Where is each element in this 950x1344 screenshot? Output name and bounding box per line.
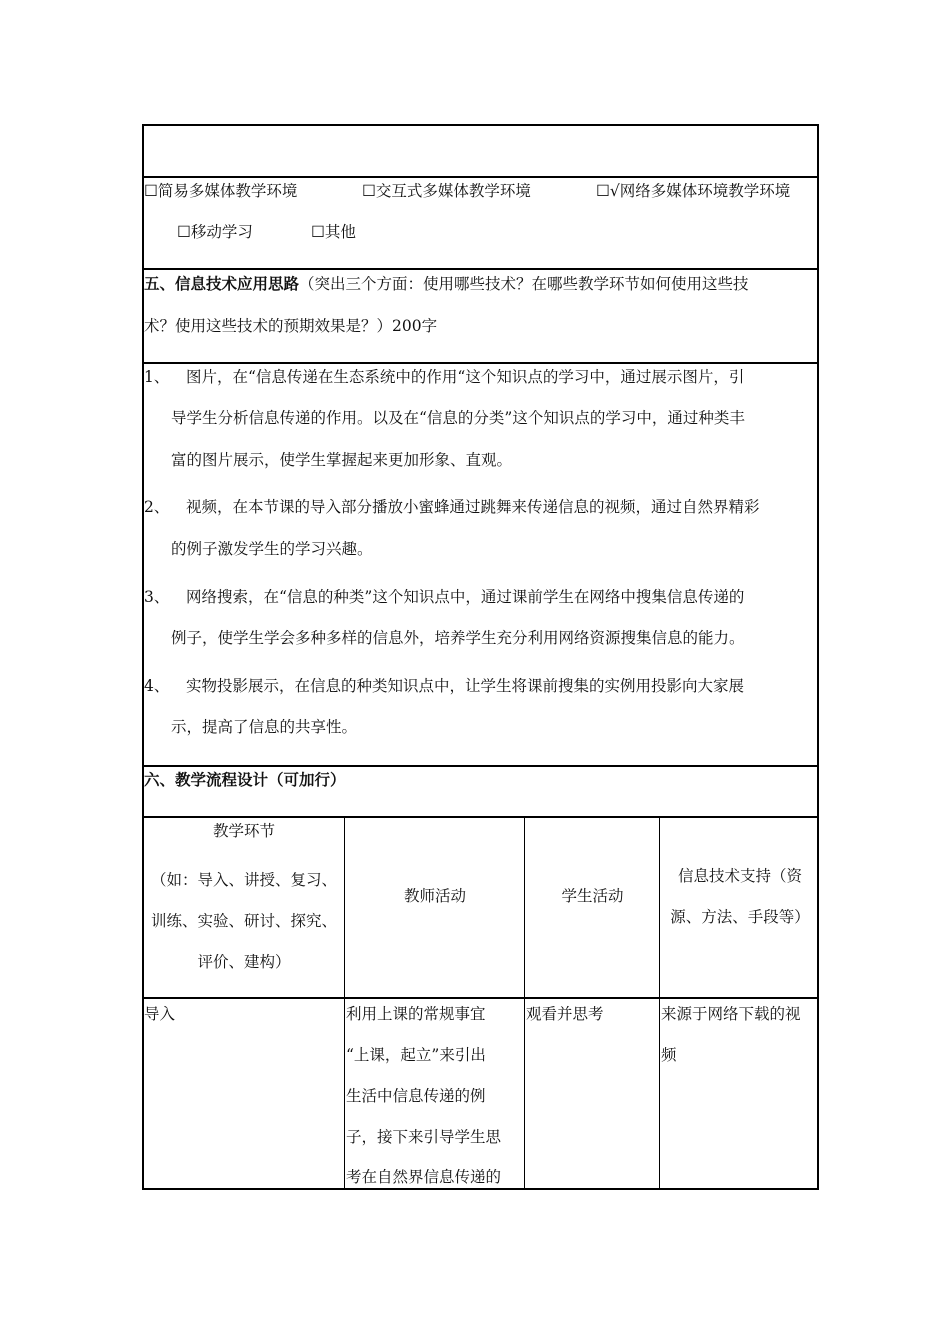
cell-student: 观看并思考 [526,1005,604,1023]
header-stage-title: 教学环节 [212,822,275,840]
list-item-line: 的例子激发学生的学习兴趣。 [171,540,373,558]
header-tech-support: 源、方法、手段等） [670,908,810,926]
row-divider [142,997,819,999]
cell-teacher-line: 考在自然界信息传递的 [346,1168,502,1186]
cell-tech-line: 频 [661,1046,677,1064]
env-option-mobile-learning[interactable]: ☐移动学习 [177,223,253,241]
list-item-number: 3、 [144,588,170,606]
section5-desc-1: （突出三个方面：使用哪些技术？在哪些教学环节如何使用这些技 [299,275,749,293]
list-item-line: 实物投影展示，在信息的种类知识点中，让学生将课前搜集的实例用投影向大家展 [186,677,745,695]
list-item-line: 图片，在“信息传递在生态系统中的作用“这个知识点的学习中，通过展示图片，引 [186,368,745,386]
header-tech-support: 信息技术支持（资 [677,867,802,885]
cell-tech-line: 来源于网络下载的视 [661,1005,801,1023]
section5-title: 五、信息技术应用思路 [144,274,300,293]
column-divider [344,817,345,1189]
list-item-line: 网络搜索，在“信息的种类”这个知识点中，通过课前学生在网络中搜集信息传递的 [186,588,745,606]
list-item-number: 1、 [144,368,170,386]
list-item-line: 导学生分析信息传递的作用。以及在“信息的分类”这个知识点的学习中，通过种类丰 [171,409,745,427]
row-divider [142,816,819,818]
header-stage-example: 训练、实验、研讨、探究、 [150,912,337,930]
cell-teacher-line: 利用上课的常规事宜 [346,1005,486,1023]
env-option-interactive-multimedia[interactable]: ☐交互式多媒体教学环境 [362,182,531,200]
section6-heading: 六、教学流程设计（可加行） [144,770,346,789]
env-option-network-multimedia[interactable]: ☐√网络多媒体环境教学环境 [596,182,791,200]
column-divider [524,817,525,1189]
list-item-line: 例子，使学生学会多种多样的信息外，培养学生充分利用网络资源搜集信息的能力。 [171,629,745,647]
list-item-number: 4、 [144,677,170,695]
list-item-line: 示，提高了信息的共享性。 [171,718,358,736]
column-divider [659,817,660,1189]
cell-teacher-line: “上课，起立”来引出 [346,1046,486,1064]
list-item-number: 2、 [144,498,170,516]
header-stage-example: （如：导入、讲授、复习、 [150,871,337,889]
row-divider [142,176,819,178]
header-student-activity: 学生活动 [561,887,624,905]
cell-stage: 导入 [144,1005,176,1023]
cell-teacher-line: 子，接下来引导学生思 [346,1128,502,1146]
env-option-other[interactable]: ☐其他 [311,223,356,241]
cell-teacher-line: 生活中信息传递的例 [346,1087,486,1105]
list-item-line: 富的图片展示，使学生掌握起来更加形象、直观。 [171,451,513,469]
list-item-line: 视频，在本节课的导入部分播放小蜜蜂通过跳舞来传递信息的视频，通过自然界精彩 [186,498,760,516]
header-teacher-activity: 教师活动 [403,887,466,905]
section5-heading [144,274,749,294]
row-divider [142,765,819,767]
section5-desc-2: 术？使用这些技术的预期效果是？）200字 [144,317,438,335]
row-divider [142,362,819,364]
row-divider [142,268,819,270]
header-stage-example: 评价、建构） [197,953,291,971]
env-option-simple-multimedia[interactable]: ☐简易多媒体教学环境 [144,182,298,200]
